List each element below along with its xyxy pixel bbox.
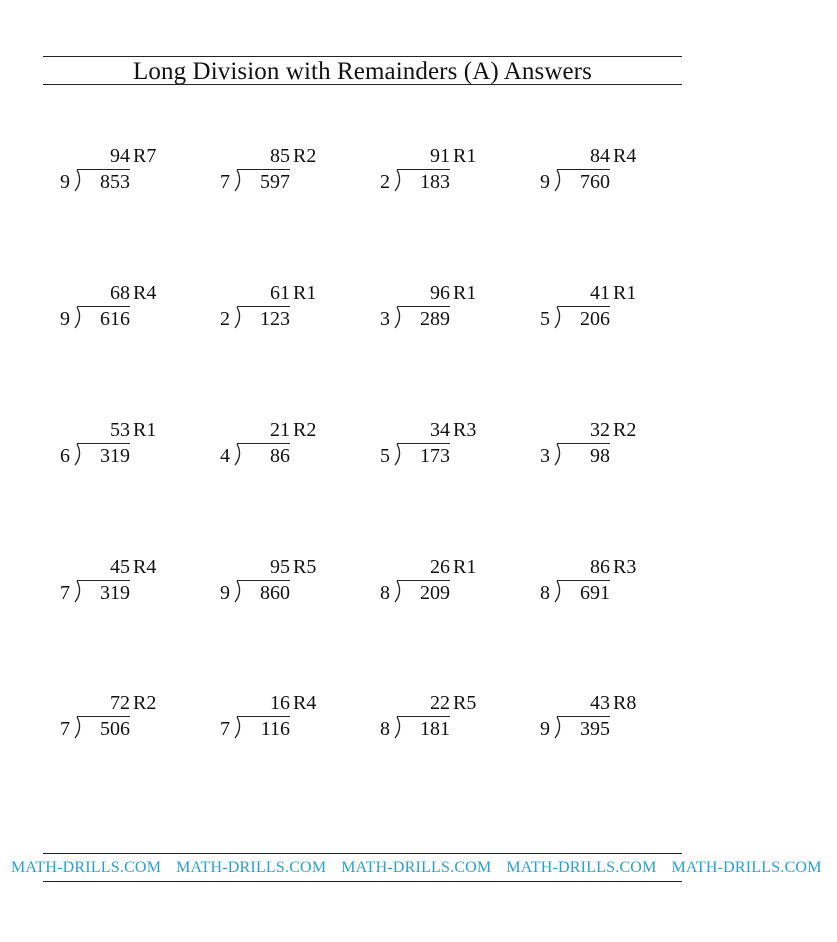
dividend: 181 [420,718,450,740]
divisor: 8 [380,582,390,604]
quotient: 85 [270,145,290,167]
remainder: R2 [613,419,637,441]
quotient: 21 [270,419,290,441]
remainder: R5 [453,692,477,714]
dividend: 319 [100,445,130,467]
quotient: 53 [110,419,130,441]
divisor: 9 [60,308,70,330]
divisor: 9 [540,171,550,193]
divisor: 3 [540,445,550,467]
remainder: R2 [293,419,317,441]
remainder: R1 [453,556,477,578]
quotient: 22 [430,692,450,714]
dividend: 116 [260,718,290,740]
quotient: 34 [430,419,450,441]
divisor: 9 [60,171,70,193]
division-problem [60,283,200,331]
quotient: 32 [590,419,610,441]
remainder: R4 [133,282,157,304]
divisor: 7 [60,718,70,740]
quotient: 95 [270,556,290,578]
dividend: 506 [100,718,130,740]
divisor: 2 [380,171,390,193]
quotient: 96 [430,282,450,304]
footer-watermark-item: MATH-DRILLS.COM [671,859,822,876]
divisor: 8 [380,718,390,740]
division-problem [220,146,360,194]
division-problem [60,557,200,605]
division-problem [220,420,360,468]
dividend: 860 [260,582,290,604]
division-problem [220,693,360,741]
remainder: R4 [613,145,637,167]
division-problem [380,557,520,605]
division-problem [540,146,680,194]
remainder: R1 [453,145,477,167]
division-problem [540,557,680,605]
dividend: 86 [270,445,290,467]
dividend: 206 [580,308,610,330]
footer-watermark [11,854,837,881]
division-problem [380,146,520,194]
quotient: 86 [590,556,610,578]
dividend: 616 [100,308,130,330]
remainder: R1 [293,282,317,304]
divisor: 5 [540,308,550,330]
remainder: R5 [293,556,317,578]
dividend: 853 [100,171,130,193]
divisor: 7 [220,718,230,740]
division-problem [540,283,680,331]
dividend: 123 [260,308,290,330]
divisor: 4 [220,445,230,467]
quotient: 26 [430,556,450,578]
division-problem [380,283,520,331]
dividend: 760 [580,171,610,193]
quotient: 45 [110,556,130,578]
remainder: R1 [453,282,477,304]
divisor: 9 [540,718,550,740]
division-problem [60,420,200,468]
quotient: 84 [590,145,610,167]
remainder: R3 [613,556,637,578]
divisor: 5 [380,445,390,467]
remainder: R7 [133,145,157,167]
division-problem [60,146,200,194]
footer-watermark-item: MATH-DRILLS.COM [506,859,657,876]
footer-watermark-item: MATH-DRILLS.COM [176,859,327,876]
divisor: 7 [220,171,230,193]
division-problem [220,283,360,331]
remainder: R4 [133,556,157,578]
remainder: R1 [133,419,157,441]
remainder: R2 [133,692,157,714]
quotient: 72 [110,692,130,714]
footer-watermark-item: MATH-DRILLS.COM [341,859,492,876]
remainder: R3 [453,419,477,441]
remainder: R8 [613,692,637,714]
divisor: 7 [60,582,70,604]
page-title: Long Division with Remainders (A) Answers [133,58,592,85]
dividend: 173 [420,445,450,467]
divisor: 8 [540,582,550,604]
quotient: 68 [110,282,130,304]
dividend: 183 [420,171,450,193]
division-problem [540,693,680,741]
division-problem [380,693,520,741]
quotient: 43 [590,692,610,714]
dividend: 691 [580,582,610,604]
footer-bar [11,853,822,882]
footer-watermark-item: MATH-DRILLS.COM [11,859,162,876]
quotient: 94 [110,145,130,167]
division-problem [540,420,680,468]
division-problem [60,693,200,741]
division-problem [380,420,520,468]
dividend: 395 [580,718,610,740]
division-problem [220,557,360,605]
remainder: R1 [613,282,637,304]
dividend: 289 [420,308,450,330]
divisor: 9 [220,582,230,604]
dividend: 319 [100,582,130,604]
quotient: 91 [430,145,450,167]
dividend: 597 [260,171,290,193]
quotient: 16 [270,692,290,714]
divisor: 2 [220,308,230,330]
divisor: 3 [380,308,390,330]
remainder: R2 [293,145,317,167]
quotient: 61 [270,282,290,304]
remainder: R4 [293,692,317,714]
dividend: 98 [590,445,610,467]
quotient: 41 [590,282,610,304]
divisor: 6 [60,445,70,467]
dividend: 209 [420,582,450,604]
